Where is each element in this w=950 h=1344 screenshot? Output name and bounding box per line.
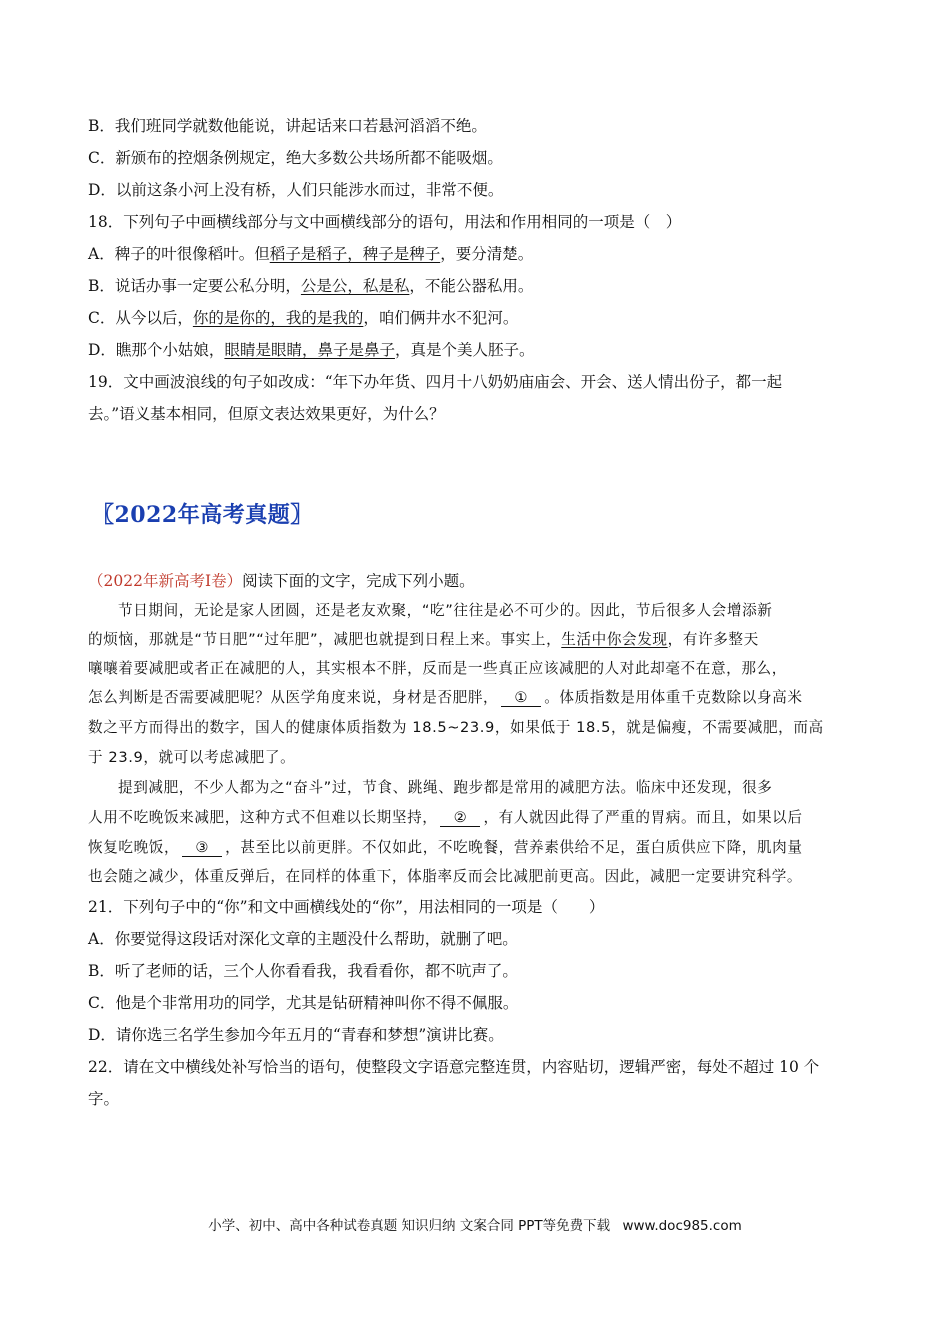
passage-p1-line-1: 节日期间，无论是家人团圆，还是老友欢聚，“吃”往往是必不可少的。因此，节后很多人会增添新	[118, 602, 773, 619]
q21-option-b: B．听了老师的话，三个人你看看我，我看看你，都不吭声了。	[88, 962, 518, 980]
q22-line-1: 22．请在文中横线处补写恰当的语句，使整段文字语意完整连贯，内容贴切，逻辑严密，每处不超过 10 个	[88, 1058, 820, 1076]
p1-l2-pre: 的烦恼，那就是“节日肥”“过年肥”，减肥也就提到日程上来。事实上，	[88, 631, 562, 648]
p2-l2-pre: 人用不吃晚饭来减肥，这种方式不但难以长期坚持，	[88, 809, 438, 826]
q18-b-post: ，不能公器私用。	[409, 277, 534, 295]
passage-p1-line-4	[88, 688, 860, 708]
footer-text: 小学、初中、高中各种试卷真题 知识归纳 文案合同 PPT等免费下载	[208, 1218, 611, 1234]
passage-p1-line-6: 于 23.9，就可以考虑减肥了。	[88, 749, 296, 766]
passage-p2-line-1: 提到减肥，不少人都为之“奋斗”过，节食、跳绳、跑步都是常用的减肥方法。临床中还发现，很多	[118, 779, 773, 796]
q18-a-underlined: 稻子是稻子，稗子是稗子	[269, 245, 441, 263]
q18-option-c	[88, 308, 858, 328]
q21-option-c: C．他是个非常用功的同学，尤其是钻研精神叫你不得不佩服。	[88, 994, 519, 1012]
q18-option-b	[88, 276, 858, 296]
p1-l2-post: ，有许多整天	[667, 631, 759, 648]
q17-option-b: B．我们班同学就数他能说，讲起话来口若悬河滔滔不绝。	[88, 117, 487, 135]
q21-option-d: D．请你选三名学生参加今年五月的“青春和梦想”演讲比赛。	[88, 1026, 504, 1044]
page-footer	[0, 1214, 950, 1234]
q19-line-2: 去。”语义基本相同，但原文表达效果更好，为什么？	[88, 405, 445, 423]
q18-a-post: ，要分清楚。	[440, 245, 534, 263]
q18-c-pre: C．从今以后，	[88, 309, 193, 327]
q21-stem: 21．下列句子中的“你”和文中画横线处的“你”，用法相同的一项是（ ）	[88, 898, 605, 916]
q18-option-a	[88, 244, 858, 264]
passage-p2-line-4: 也会随之减少，体重反弹后，在同样的体重下，体脂率反而会比减肥前更高。因此，减肥一定要讲究科学。	[88, 868, 803, 885]
q18-stem: 18．下列句子中画横线部分与文中画横线部分的语句，用法和作用相同的一项是（ ）	[88, 213, 682, 231]
reading-intro	[88, 571, 858, 591]
q17-option-c: C．新颁布的控烟条例规定，绝大多数公共场所都不能吸烟。	[88, 149, 503, 167]
section-title: 〖2022年高考真题〗	[92, 502, 313, 528]
q18-d-underlined: 眼睛是眼睛，鼻子是鼻子	[224, 341, 395, 359]
p1-l2-underlined: 生活中你会发现	[561, 631, 668, 648]
q18-c-underlined: 你的是你的，我的是我的	[192, 309, 364, 327]
p1-l4-pre: 怎么判断是否需要减肥呢？从医学角度来说，身材是否肥胖，	[88, 689, 499, 706]
p2-l3-pre: 恢复吃晚饭，	[88, 839, 180, 856]
p2-l2-post: ，有人就因此得了严重的胃病。而且，如果以后	[483, 809, 803, 826]
q18-a-pre: A．稗子的叶很像稻叶。但	[88, 245, 270, 263]
p2-l3-post: ，甚至比以前更胖。不仅如此，不吃晚餐，营养素供给不足，蛋白质供应下降，肌肉量	[225, 839, 803, 856]
q18-b-underlined: 公是公，私是私	[300, 277, 410, 295]
q22-line-2: 字。	[88, 1090, 120, 1108]
q21-option-a: A．你要觉得这段话对深化文章的主题没什么帮助，就删了吧。	[88, 930, 518, 948]
q19-line-1: 19．文中画波浪线的句子如改成：“年下办年货、四月十八奶奶庙庙会、开会、送人情出份子，都一起	[88, 373, 783, 391]
blank-1: ①	[501, 690, 541, 707]
source-label: （2022年新高考Ⅰ卷）	[88, 572, 243, 590]
blank-3: ③	[182, 840, 222, 857]
passage-p1-line-5: 数之平方而得出的数字，国人的健康体质指数为 18.5~23.9，如果低于 18.5，就是偏瘦，不需要减肥，而高	[88, 719, 824, 736]
q18-d-post: ，真是个美人胚子。	[394, 341, 535, 359]
intro-text: 阅读下面的文字，完成下列小题。	[242, 572, 475, 590]
passage-p2-line-3	[88, 838, 860, 858]
footer-site-link[interactable]: www.doc985.com	[622, 1218, 742, 1234]
passage-p1-line-3: 嚷嚷着要减肥或者正在减肥的人，其实根本不胖，反而是一些真正应该减肥的人对此却毫不在意，那么，	[88, 660, 787, 677]
q18-c-post: ，咱们俩井水不犯河。	[363, 309, 519, 327]
q18-option-d	[88, 340, 858, 360]
q18-d-pre: D．瞧那个小姑娘，	[88, 341, 225, 359]
p1-l4-post: 。体质指数是用体重千克数除以身高米	[544, 689, 803, 706]
q18-b-pre: B．说话办事一定要公私分明，	[88, 277, 301, 295]
passage-p1-line-2	[88, 630, 860, 650]
passage-p2-line-2	[88, 808, 860, 828]
blank-2: ②	[440, 810, 480, 827]
q17-option-d: D．以前这条小河上没有桥，人们只能涉水而过，非常不便。	[88, 181, 504, 199]
